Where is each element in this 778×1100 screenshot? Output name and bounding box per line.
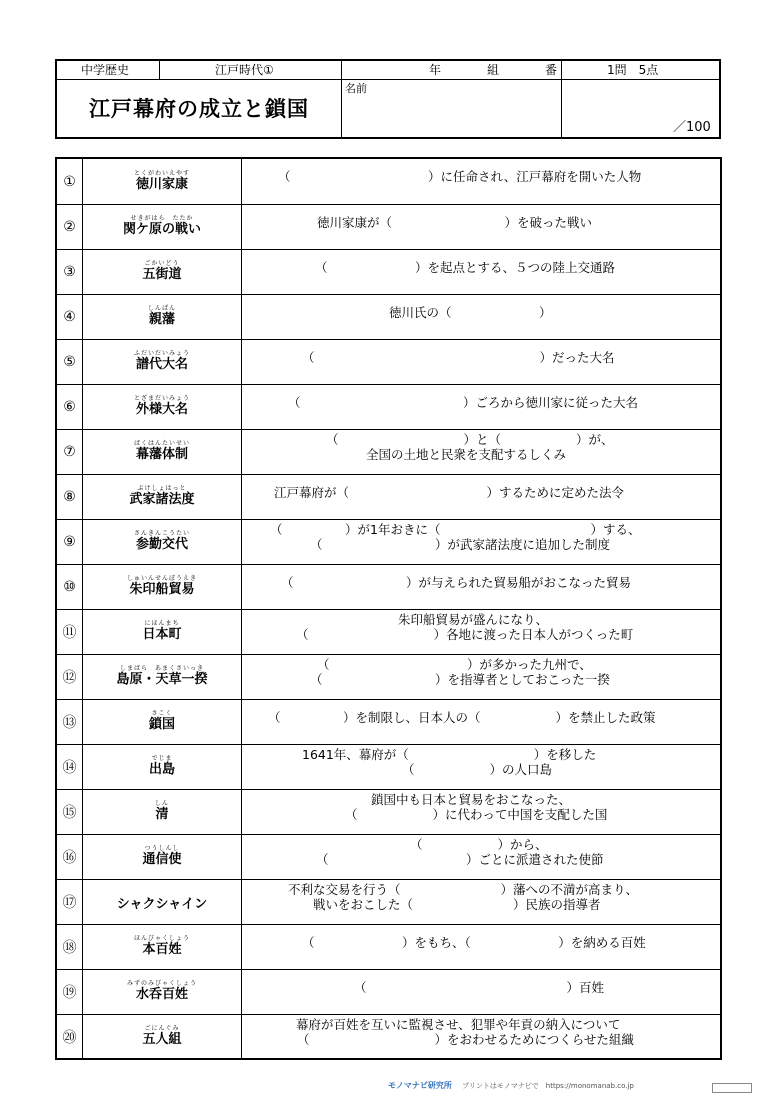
question-row [57,1014,720,1059]
term-cell [83,700,242,744]
term-cell [83,610,242,654]
question-number: ⑫ [57,655,83,699]
description-cell [242,520,720,564]
term-word: 朱印船貿易 [129,582,195,597]
description-cell [242,655,720,699]
term-word: 外様大名 [135,402,188,417]
question-number: ⑮ [57,790,83,834]
question-number: ⑧ [57,475,83,519]
term-ruby: しまばら あまくさいっき [119,665,204,672]
term-word: 本百姓 [142,942,182,957]
description-line: （ ）に任命され、江戸幕府を開いた人物 [278,169,642,184]
description-cell [242,925,720,969]
description-line: 朱印船貿易が盛んになり、 [398,612,549,627]
question-row [57,924,720,969]
description-cell [242,700,720,744]
description-line: （ ）を指導者としておこった一揆 [310,672,610,687]
description-line: （ ）を制限し、日本人の（ ）を禁止した政策 [268,710,656,725]
number-label: 番 [545,63,558,77]
question-number: ② [57,205,83,249]
term-cell [83,430,242,474]
question-row [57,294,720,339]
term-word: シャクシャイン [116,897,208,912]
term-word: 徳川家康 [135,176,188,192]
term-cell [83,250,242,294]
description-cell [242,565,720,609]
term-ruby: ほんびゃくしょう [133,935,190,942]
description-cell [242,250,720,294]
term-word: 譜代大名 [135,357,188,372]
question-number: ⑲ [57,970,83,1014]
description-line: 徳川氏の（ ） [389,305,552,320]
unit-label: 江戸時代① [215,63,274,77]
term-cell [83,520,242,564]
description-line: （ ）をもち、（ ）を納める百姓 [302,935,646,950]
term-word: 武家諸法度 [129,492,195,507]
question-row [57,609,720,654]
description-cell [242,880,720,924]
description-cell [242,205,720,249]
term-ruby: みずのみびゃくしょう [126,980,197,987]
term-word: 水呑百姓 [135,987,188,1002]
question-number: ⑤ [57,340,83,384]
term-ruby: とくがわいえやす [133,169,190,177]
question-row [57,384,720,429]
term-word: 出島 [148,762,175,777]
description-cell [242,295,720,339]
description-cell [242,430,720,474]
term-cell [83,1015,242,1059]
description-line: （ ）が多かった九州で、 [317,657,592,672]
term-word: 島原・天草一揆 [116,672,208,687]
description-line: （ ）と（ ）が、 [326,432,614,447]
term-ruby: さこく [151,710,173,717]
question-row [57,744,720,789]
term-word: 親藩 [148,312,175,327]
description-line: 鎖国中も日本と貿易をおこなった、 [371,792,572,807]
question-row [57,699,720,744]
term-word: 通信使 [142,852,182,867]
term-ruby: にほんまち [144,620,180,627]
question-row [57,834,720,879]
term-word: 鎖国 [148,717,175,732]
description-line: （ ）を起点とする、５つの陸上交通路 [315,260,616,275]
question-row [57,519,720,564]
subject-label: 中学歴史 [81,63,130,77]
question-number: ⑯ [57,835,83,879]
points-label: 1問 5点 [607,63,659,77]
term-ruby: でじま [151,755,173,762]
term-ruby: ぶけしょはっと [137,485,187,492]
term-cell [83,385,242,429]
footer-text: プリントはモノマナビで https://monomanab.co.jp [462,1082,634,1090]
term-word: 清 [155,807,169,822]
question-number: ⑱ [57,925,83,969]
description-line: （ ）をおわせるためにつくらせた組織 [297,1032,634,1047]
question-row [57,249,720,294]
description-line: （ ）だった大名 [302,350,615,365]
description-line: （ ）が1年おきに（ ）する、 [270,522,641,537]
description-line: 1641年、幕府が（ ）を移した [302,747,597,762]
term-cell [83,745,242,789]
description-line: （ ）百姓 [354,980,605,995]
question-number: ⑰ [57,880,83,924]
term-word: 五人組 [142,1032,182,1047]
term-cell [83,159,242,204]
question-row [57,969,720,1014]
description-cell [242,1015,720,1059]
term-cell [83,925,242,969]
term-ruby: つうしんし [144,845,180,852]
term-cell [83,475,242,519]
year-label: 年 [429,63,442,77]
question-number: ⑳ [57,1015,83,1059]
term-word: 参勤交代 [135,537,188,552]
question-table [55,157,722,1060]
footer [388,1080,768,1094]
description-line: （ ）ごろから徳川家に従った大名 [288,395,639,410]
question-row [57,339,720,384]
term-cell [83,205,242,249]
description-line: （ ）から、 [410,837,548,852]
term-cell [83,790,242,834]
description-line: 戦いをおこした（ ）民族の指導者 [313,897,601,912]
description-line: 幕府が百姓を互いに監視させ、犯罪や年貢の納入について [296,1017,621,1032]
term-ruby: せきがはら たたか [130,215,194,222]
question-number: ⑭ [57,745,83,789]
description-cell [242,340,720,384]
term-word: 五街道 [142,267,182,282]
description-line: （ ）に代わって中国を支配した国 [345,807,608,822]
footer-logo: モノマナビ研究所 [388,1081,452,1090]
description-cell [242,835,720,879]
question-number: ⑦ [57,430,83,474]
term-ruby: しん [154,800,169,807]
question-row [57,429,720,474]
description-cell [242,970,720,1014]
term-cell [83,835,242,879]
question-number: ⑬ [57,700,83,744]
description-line: （ ）の人口島 [402,762,553,777]
description-line: （ ）各地に渡った日本人がつくった町 [296,627,634,642]
description-line: （ ）ごとに派遣された使節 [316,852,604,867]
term-cell [83,295,242,339]
question-row [57,654,720,699]
question-number: ⑨ [57,520,83,564]
description-cell [242,385,720,429]
question-row [57,474,720,519]
term-ruby: とざまだいみょう [133,395,190,402]
question-number: ④ [57,295,83,339]
term-cell [83,655,242,699]
description-line: （ ）が与えられた貿易船がおこなった貿易 [281,575,632,590]
question-row [57,564,720,609]
term-ruby: ごかいどう [144,260,180,267]
description-cell [242,610,720,654]
question-row [57,204,720,249]
question-row [57,159,720,204]
page-title: 江戸幕府の成立と鎖国 [89,97,309,121]
question-row [57,789,720,834]
term-word: 関ケ原の戦い [122,222,201,237]
header-box [55,59,721,139]
term-ruby: さんきんこうたい [133,530,190,537]
footer-stamp [712,1083,752,1093]
term-ruby: しゅいんせんぼうえき [126,575,197,582]
term-cell [83,970,242,1014]
question-row [57,879,720,924]
question-number: ⑪ [57,610,83,654]
score-total: ／100 [673,120,711,135]
description-cell [242,475,720,519]
question-number: ⑩ [57,565,83,609]
description-cell [242,745,720,789]
description-line: 徳川家康が（ ）を破った戦い [317,215,593,230]
term-cell [83,880,242,924]
description-line: 江戸幕府が（ ）するために定めた法令 [274,485,625,500]
question-number: ① [57,159,83,204]
description-line: （ ）が武家諸法度に追加した制度 [310,537,611,552]
description-line: 全国の土地と民衆を支配するしくみ [366,447,567,462]
term-ruby: しんぱん [147,305,176,312]
term-word: 日本町 [142,627,182,642]
term-cell [83,340,242,384]
term-cell [83,565,242,609]
term-ruby: ごにんぐみ [144,1025,180,1032]
name-label: 名前 [345,82,367,95]
description-line: 不利な交易を行う（ ）藩への不満が高まり、 [288,882,639,897]
description-cell [242,159,720,204]
question-number: ⑥ [57,385,83,429]
question-number: ③ [57,250,83,294]
term-ruby: ばくはんたいせい [133,440,190,447]
term-word: 幕藩体制 [135,447,188,462]
description-cell [242,790,720,834]
class-label: 組 [487,63,500,77]
term-ruby: ふだいだいみょう [133,350,190,357]
